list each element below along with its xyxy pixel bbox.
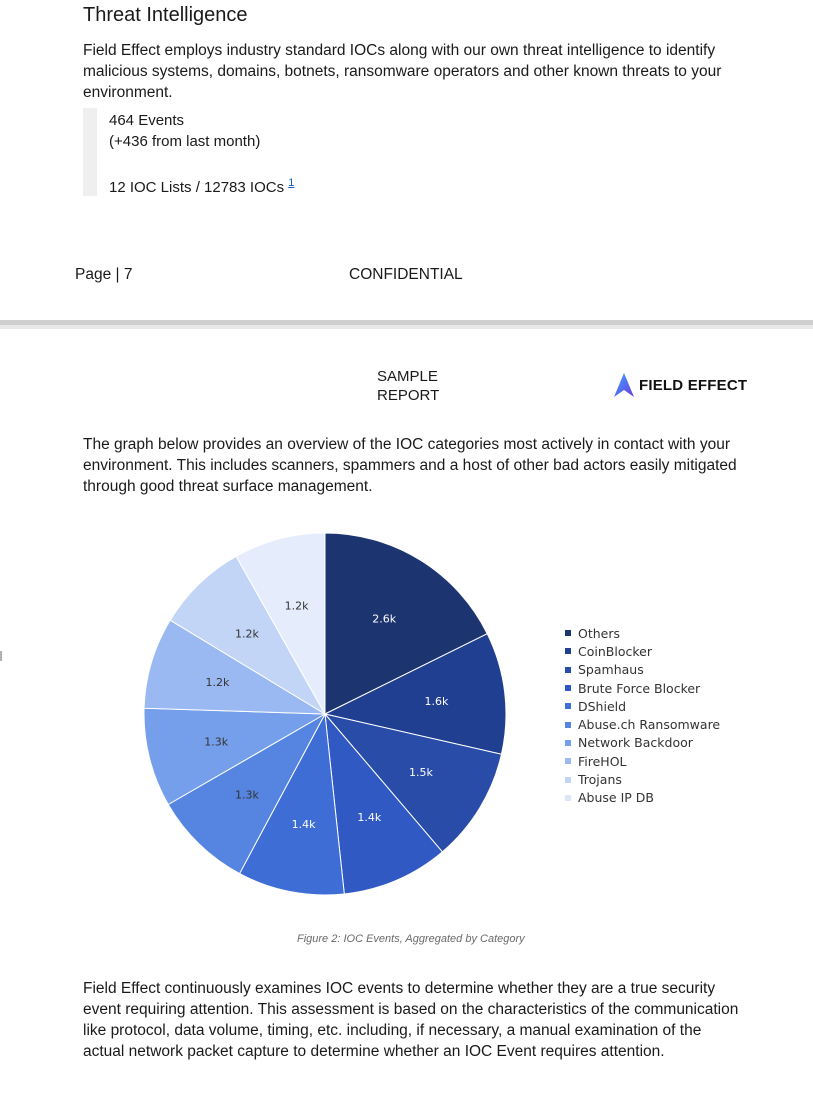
legend-swatch xyxy=(565,648,571,654)
ioc-pie-chart xyxy=(140,528,510,908)
legend-label: Trojans xyxy=(578,772,622,788)
section-title: Threat Intelligence xyxy=(83,4,248,26)
legend-swatch xyxy=(565,795,571,801)
sample-report-label xyxy=(377,367,439,405)
ioc-lists xyxy=(109,177,294,196)
legend-item xyxy=(565,715,720,733)
pie-label-firehol: 1.2k xyxy=(205,676,230,690)
legend-item xyxy=(565,679,720,697)
legend-label: Network Backdoor xyxy=(578,735,693,751)
legend-item xyxy=(565,661,720,679)
pie-label-brute-force-blocker: 1.4k xyxy=(357,811,382,825)
pie-label-dshield: 1.4k xyxy=(291,818,316,832)
ioc-lists-text: 12 IOC Lists / 12783 IOCs xyxy=(109,179,285,196)
field-effect-logo xyxy=(614,373,747,397)
legend-label: Abuse IP DB xyxy=(578,790,654,806)
legend-item xyxy=(565,789,720,807)
legend-swatch xyxy=(565,703,571,709)
sample-line: SAMPLE xyxy=(377,368,438,385)
legend-label: DShield xyxy=(578,698,627,714)
legend-label: Spamhaus xyxy=(578,662,644,678)
legend-label: Others xyxy=(578,625,621,641)
pie-label-coinblocker: 1.6k xyxy=(424,694,449,708)
legend-item xyxy=(565,642,720,660)
legend-item xyxy=(565,697,720,715)
legend-swatch xyxy=(565,740,571,746)
legend-item xyxy=(565,734,720,752)
confidential-label: CONFIDENTIAL xyxy=(349,266,463,283)
legend-item xyxy=(565,624,720,642)
pie-label-trojans: 1.2k xyxy=(234,627,259,641)
pie-label-spamhaus: 1.5k xyxy=(409,766,433,780)
legend-item xyxy=(565,752,720,770)
legend-swatch xyxy=(565,722,571,728)
legend-swatch xyxy=(565,667,571,673)
legend-swatch xyxy=(565,630,571,636)
report-line: REPORT xyxy=(377,387,440,404)
events-count: 464 Events xyxy=(109,112,185,129)
page-edge-mark xyxy=(0,651,2,661)
legend-swatch xyxy=(565,777,571,783)
field-effect-logo-icon xyxy=(614,373,634,397)
intro-paragraph: Field Effect employs industry standard IOCs along with our own threat intelligence to identify malicious systems, domains, botnets, ransomware operators and other known threats to your environment. xyxy=(83,42,722,101)
legend-label: Abuse.ch Ransomware xyxy=(578,717,721,733)
legend-swatch xyxy=(565,758,571,764)
legend-label: Brute Force Blocker xyxy=(578,680,701,696)
logo-text: FIELD EFFECT xyxy=(639,376,748,394)
page-divider xyxy=(0,316,813,338)
figure-caption: Figure 2: IOC Events, Aggregated by Category xyxy=(297,933,525,945)
page-number: Page | 7 xyxy=(75,266,133,283)
stats-quote-bar xyxy=(83,108,97,196)
legend-item xyxy=(565,770,720,788)
pie-label-network-backdoor: 1.3k xyxy=(204,735,229,749)
pie-label-abuse-ip-db: 1.2k xyxy=(284,599,309,613)
footnote-link[interactable]: 1 xyxy=(288,177,295,189)
legend-label: CoinBlocker xyxy=(578,643,652,659)
pie-label-others: 2.6k xyxy=(372,612,397,626)
legend-label: FireHOL xyxy=(578,753,627,769)
graph-intro-paragraph: The graph below provides an overview of the IOC categories most actively in contact with your environment. This includes scanners, spammers and a host of other bad actors easily mitigated through good threat surface management. xyxy=(83,436,737,495)
pie-label-abuse-ch-ransomware: 1.3k xyxy=(234,788,259,802)
chart-legend xyxy=(565,624,720,807)
assessment-paragraph: Field Effect continuously examines IOC events to determine whether they are a true security event requiring attention. This assessment is based on the characteristics of the communication like protocol, data volume, timing, etc. including, if necessary, a manual examination of the actual network packet capture to determine whether an IOC Event requires attention. xyxy=(83,980,739,1060)
events-change: (+436 from last month) xyxy=(109,133,261,150)
legend-swatch xyxy=(565,685,571,691)
